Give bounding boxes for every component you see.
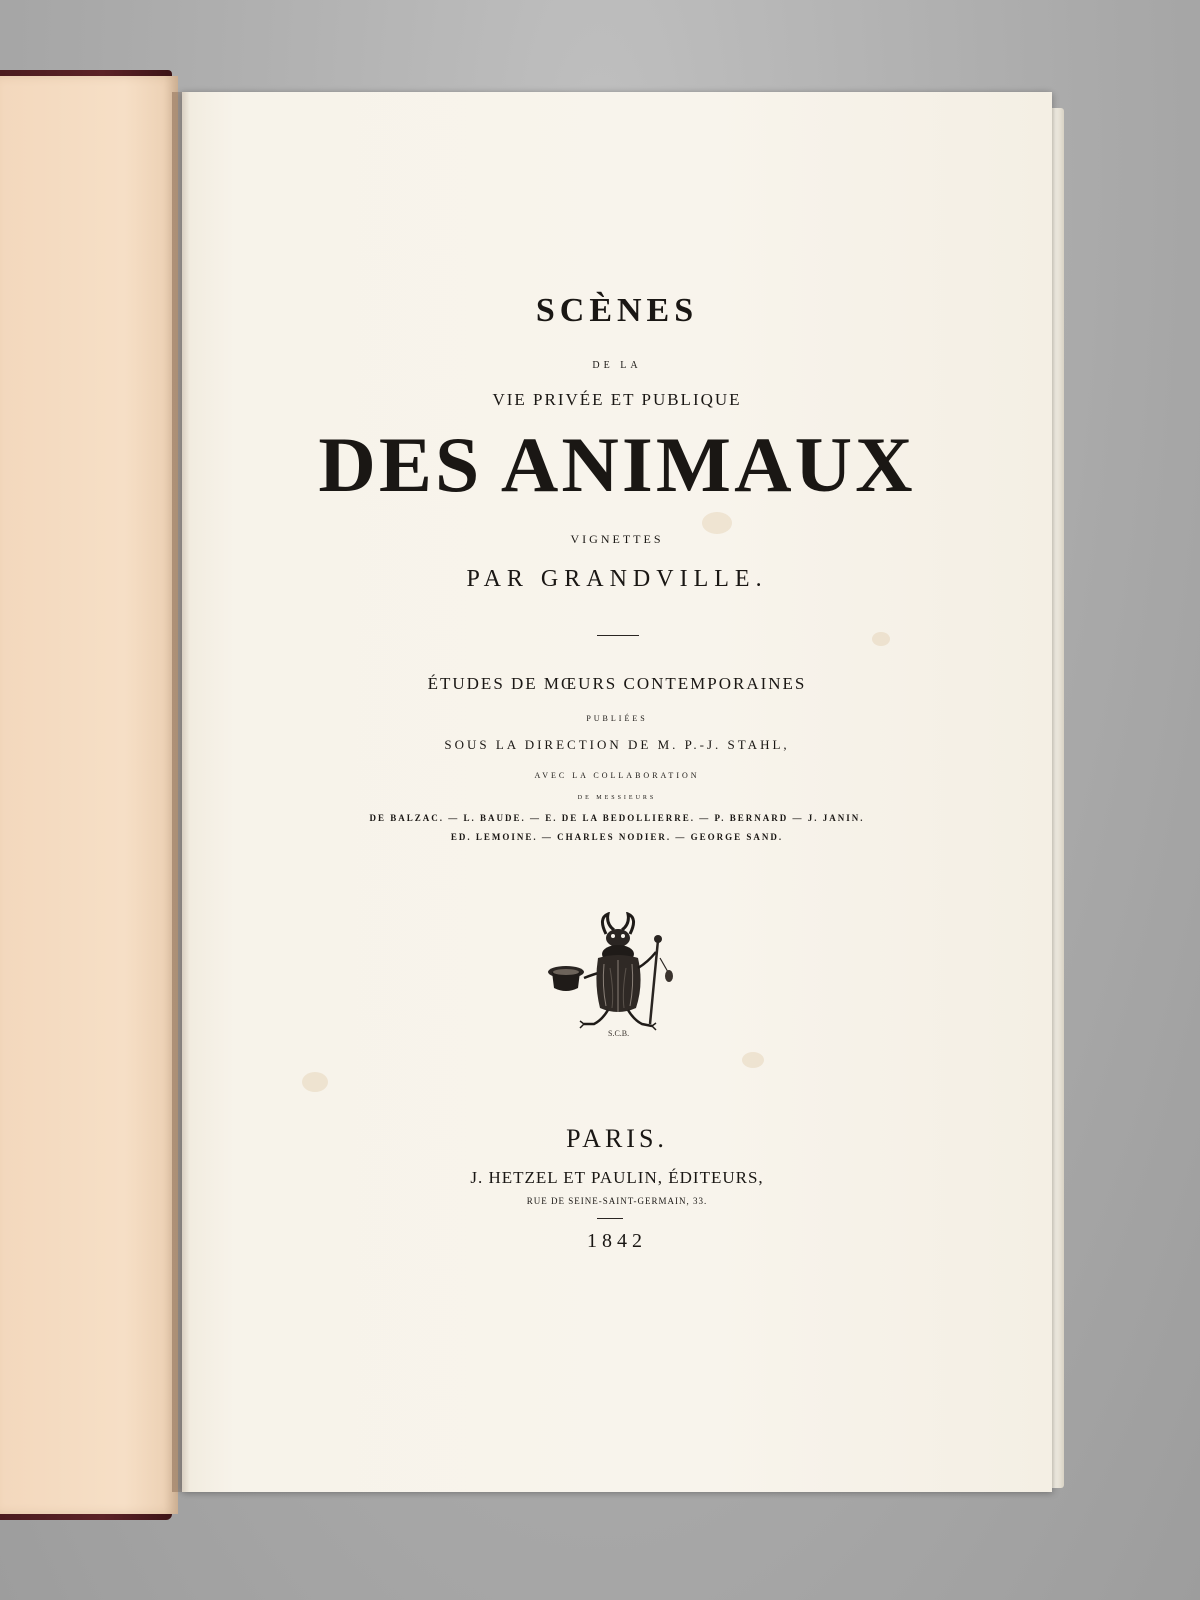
messieurs-label: DE MESSIEURS [577, 795, 657, 801]
divider-rule [597, 635, 639, 636]
beetle-vignette-icon [544, 912, 684, 1047]
title-scenes: SCÈNES [535, 292, 699, 329]
vignettes-label: VIGNETTES [570, 532, 664, 546]
imprint-publisher: J. HETZEL ET PAULIN, ÉDITEURS, [470, 1168, 764, 1187]
collaboration-label: AVEC LA COLLABORATION [534, 771, 700, 780]
vignette-initials: S.C.B. [608, 1029, 630, 1038]
page-stack-edge [1050, 108, 1064, 1488]
title-vie-privee: VIE PRIVÉE ET PUBLIQUE [492, 390, 742, 409]
publiees-label: PUBLIÉES [586, 714, 648, 723]
imprint-city: PARIS. [566, 1124, 668, 1153]
editor-line: SOUS LA DIRECTION DE M. P.-J. STAHL, [444, 737, 790, 752]
illustrator-line: PAR GRANDVILLE. [466, 566, 768, 592]
title-de-la: DE LA [592, 360, 642, 371]
authors-line-2: ED. LEMOINE. — CHARLES NODIER. — GEORGE SAND. [450, 832, 784, 842]
imprint-rule [597, 1218, 623, 1219]
left-endpaper [0, 76, 178, 1514]
subtitle-etudes: ÉTUDES DE MŒURS CONTEMPORAINES [427, 674, 807, 693]
imprint-year: 1842 [587, 1230, 647, 1252]
authors-line-1: DE BALZAC. — L. BAUDE. — E. DE LA BEDOLLIERRE. — P. BERNARD — J. JANIN. [369, 813, 865, 823]
gutter-shadow [172, 92, 190, 1492]
top-hat-icon [548, 966, 584, 991]
title-page [182, 92, 1052, 1492]
main-title: DES ANIMAUX [318, 421, 916, 508]
imprint-address: RUE DE SEINE-SAINT-GERMAIN, 33. [526, 1196, 708, 1206]
